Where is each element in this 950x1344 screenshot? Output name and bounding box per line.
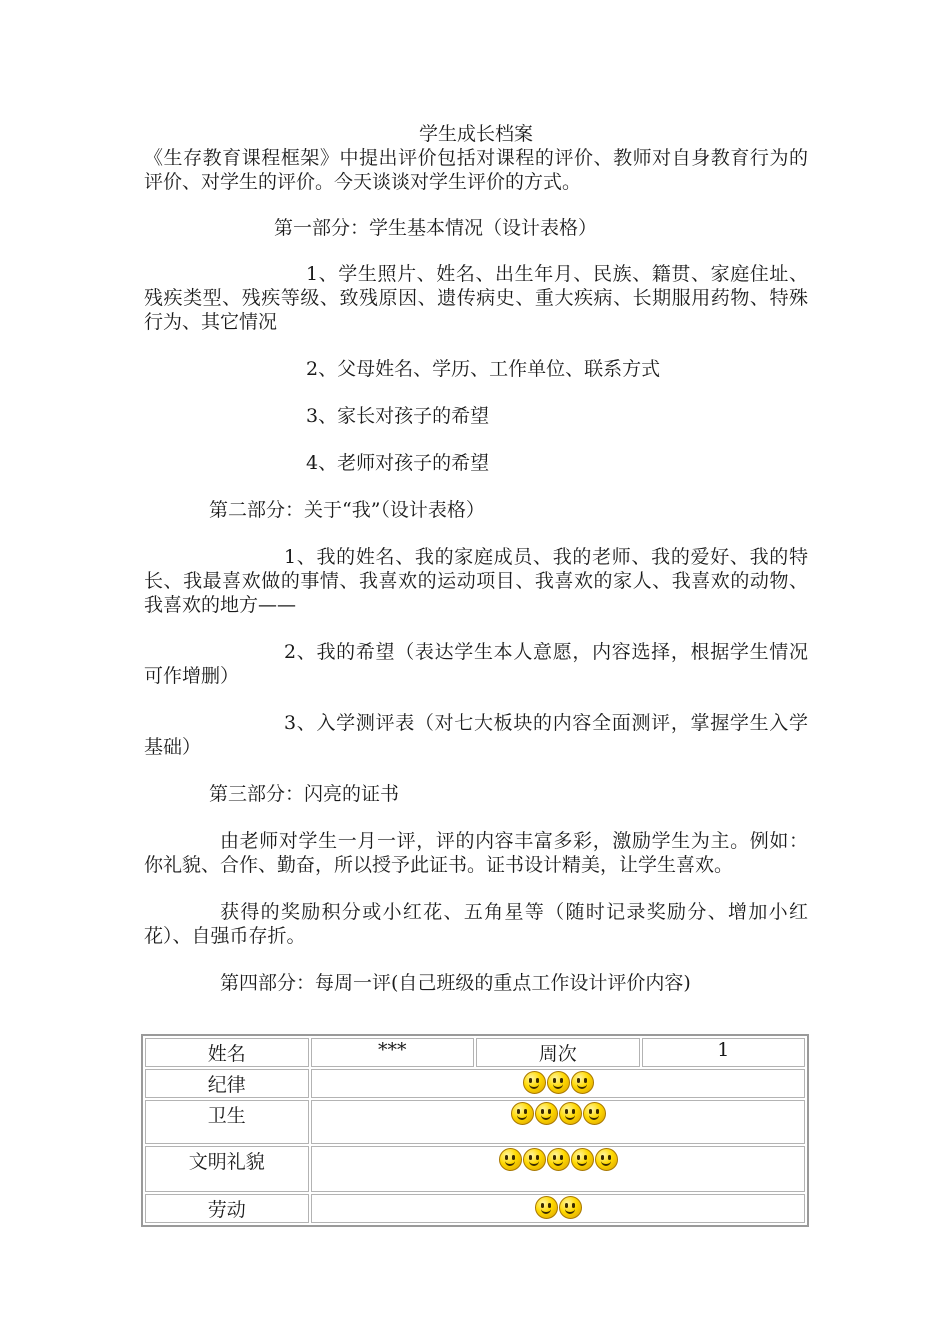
name-value-cell: *** (311, 1038, 475, 1067)
name-label-cell: 姓名 (145, 1038, 309, 1067)
row-label-discipline: 纪律 (145, 1069, 309, 1098)
part2-item-3: 3、入学测评表（对七大板块的内容全面测评，掌握学生入学基础） (144, 712, 808, 758)
part2-item-2: 2、我的希望（表达学生本人意愿，内容选择，根据学生情况可作增删） (144, 641, 808, 687)
smiley-face-icon (595, 1148, 618, 1171)
smiley-face-icon (559, 1102, 582, 1125)
smiley-cell-hygiene (311, 1100, 806, 1144)
document-title: 学生成长档案 (418, 123, 533, 145)
smiley-face-icon (583, 1102, 606, 1125)
part1-item-3: 3、家长对孩子的希望 (306, 405, 490, 427)
smiley-face-icon (499, 1148, 522, 1171)
table-row (145, 1069, 805, 1098)
document-body (144, 118, 808, 995)
smiley-face-icon (511, 1102, 534, 1125)
smiley-face-icon (571, 1071, 594, 1094)
table-row (145, 1146, 805, 1192)
smiley-face-icon (535, 1196, 558, 1219)
smiley-cell-discipline (311, 1069, 806, 1098)
table-row (145, 1194, 805, 1223)
intro-paragraph: 《生存教育课程框架》中提出评价包括对课程的评价、教师对自身教育行为的评价、对学生的评价。今天谈谈对学生评价的方式。 (144, 147, 808, 193)
part4-heading: 第四部分：每周一评(自己班级的重点工作设计评价内容) (220, 972, 691, 994)
row-label-hygiene: 卫生 (145, 1100, 309, 1144)
smiley-face-icon (571, 1148, 594, 1171)
smiley-face-icon (523, 1148, 546, 1171)
part3-paragraph-2: 获得的奖励积分或小红花、五角星等（随时记录奖励分、增加小红花）、自强币存折。 (144, 901, 808, 947)
part1-item-4: 4、老师对孩子的希望 (306, 452, 490, 474)
table-row (145, 1100, 805, 1144)
part3-heading: 第三部分：闪亮的证书 (209, 783, 400, 805)
row-label-courtesy: 文明礼貌 (145, 1146, 309, 1192)
part1-heading: 第一部分：学生基本情况（设计表格） (274, 217, 598, 239)
weekly-evaluation-table (141, 1034, 809, 1227)
table-header-row (145, 1038, 805, 1067)
part1-item-1: 1、学生照片、姓名、出生年月、民族、籍贯、家庭住址、残疾类型、残疾等级、致残原因、遗传病史、重大疾病、长期服用药物、特殊行为、其它情况 (144, 263, 808, 333)
smiley-cell-labor (311, 1194, 806, 1223)
week-label-cell: 周次 (476, 1038, 640, 1067)
smiley-cell-courtesy (311, 1146, 806, 1192)
smiley-face-icon (535, 1102, 558, 1125)
smiley-face-icon (547, 1071, 570, 1094)
week-value-cell: 1 (642, 1038, 806, 1067)
part2-item-1: 1、我的姓名、我的家庭成员、我的老师、我的爱好、我的特长、我最喜欢做的事情、我喜欢的运动项目、我喜欢的家人、我喜欢的动物、我喜欢的地方—— (144, 546, 808, 616)
part3-paragraph-1: 由老师对学生一月一评，评的内容丰富多彩，激励学生为主。例如：你礼貌、合作、勤奋，所以授予此证书。证书设计精美，让学生喜欢。 (144, 830, 808, 876)
smiley-face-icon (523, 1071, 546, 1094)
row-label-labor: 劳动 (145, 1194, 309, 1223)
smiley-face-icon (547, 1148, 570, 1171)
smiley-face-icon (559, 1196, 582, 1219)
part1-item-2: 2、父母姓名、学历、工作单位、联系方式 (306, 358, 661, 380)
part2-heading: 第二部分：关于“我”（设计表格） (209, 499, 485, 521)
